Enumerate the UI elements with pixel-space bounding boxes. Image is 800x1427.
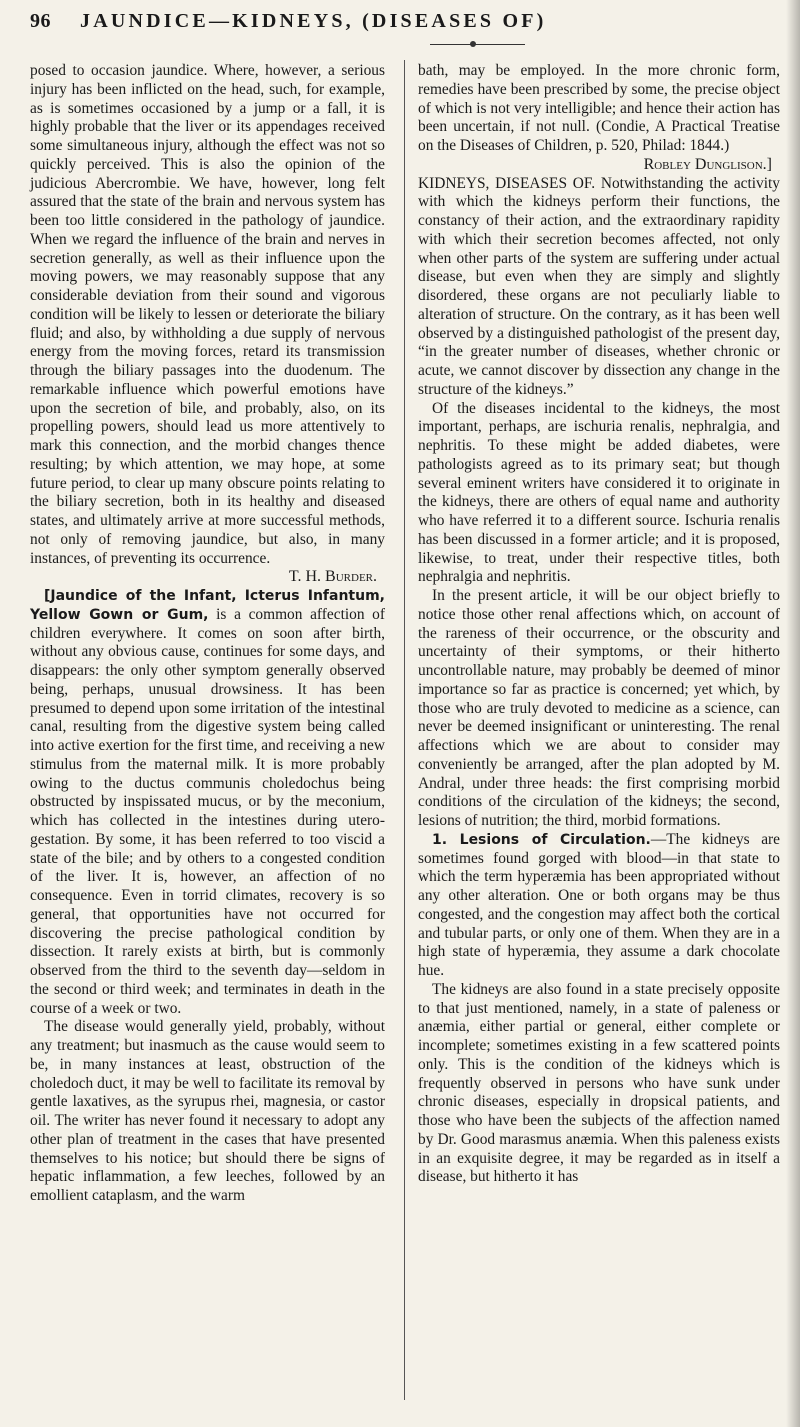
paragraph-text: —The kidneys are sometimes found gorged with blood—in that state to which the term hyperæmia has been appropriated without any other alteration. One or both organs may be thus congested, and the congestion may affect both the cortical and tubular parts, or only one of them. When they are in a high state of hyperæmia, they assume a dark chocolate hue. (418, 830, 780, 979)
running-head: JAUNDICE—KIDNEYS, (DISEASES OF) (80, 10, 547, 32)
section-lead: [Jaundice of the Infant, Icterus Infantum, Yellow Gown or Gum, (30, 588, 385, 623)
paragraph: Of the diseases incidental to the kidneys, the most important, perhaps, are ischuria renalis, nephralgia, and nephritis. To these might be added diabetes, were pathologists agreed as to its primary seat; but though several eminent writers have considered it to originate in the kidneys, there are others of equal name and authority who have referred it to a different source. Ischuria renalis has been discussed in a former article; and it is proposed, likewise, to treat, under their respective titles, both nephralgia and nephritis. (418, 399, 780, 586)
header-rule (430, 44, 525, 45)
paragraph (418, 831, 780, 981)
page-number: 96 (30, 10, 51, 32)
author-signature: T. H. Burder. (288, 568, 377, 586)
page-header (30, 6, 790, 46)
paragraph (30, 587, 385, 1018)
paragraph: The kidneys are also found in a state precisely opposite to that just mentioned, namely, in a state of paleness or anæmia, either partial or general, either complete or incomplete; sometimes existing in a few scattered points only. This is the condition of the kidneys which is frequently observed in persons who have sunk under chronic diseases, especially in dropsical patients, and those who have been the subjects of the affection named by Dr. Good marasmus anæmia. When this paleness exists in an exquisite degree, it may be regarded as in itself a disease, but hitherto it has (418, 980, 780, 1186)
column-divider (404, 60, 405, 1400)
paragraph: posed to occasion jaundice. Where, however, a serious injury has been inflicted on the head, such, for example, as is sometimes occasioned by a jump or a fall, it is highly probable that the liver or its appendages received some simultaneous injury, although the effect was not so quickly perceived. This is also the opinion of the judicious Abercrombie. We have, however, long felt assured that the state of the brain and nervous system has been too little considered in the pathology of jaundice. When we regard the influence of the brain and nerves in secretion generally, as well as their influence upon the moving powers, we may reasonably suppose that any considerable deviation from their sound and vigorous condition will be likely to lessen or deteriorate the biliary fluid; and also, by withholding a due supply of nervous energy from the moving forces, retard its transmission through the biliary passages into the duodenum. The remarkable influence which powerful emotions have upon the secretion of bile, and probably, also, on its propelling powers, should lead us more attentively to mark this connection, and the morbid changes thence resulting; by which attention, we may hope, at some future period, to clear up many obscure points relating to the biliary secretion, both in its healthy and diseased states, and ultimately arrive at more successful methods, not only of removing jaundice, but also, in many instances, of preventing its occurrence. (30, 62, 385, 567)
paragraph: The disease would generally yield, probably, without any treatment; but inasmuch as the cause would seem to be, in many instances at least, obstruction of the choledoch duct, it may be well to facilitate its removal by gentle laxatives, as the syrupus rhei, magnesia, or castor oil. The writer has never found it necessary to adopt any other plan of treatment in the cases that have presented themselves to his notice; but should there be signs of hepatic inflammation, a few leeches, followed by an emollient cataplasm, and the warm (30, 1018, 385, 1204)
paragraph-text: is a common affection of children everywhere. It comes on soon after birth, without any obvious cause, continues for some days, and disappears: the only other symptom generally observed being, perhaps, unusual drowsiness. It has been presumed to depend upon some irritation of the intestinal canal, resulting from the digestive system being called into active exertion for the first time, and receiving a new stimulus from the maternal milk. It is more probably owing to the ductus communis choledochus being obstructed by inspissated mucus, or by the meconium, which has collected in the intestines during utero-gestation. By some, it has been referred to too viscid a state of the bile; and by others to a congested condition of the liver. It is, however, an affection of no consequence. Even in torrid climates, recovery is so general, that opportunities have not occurred for discovering the precise pathological condition by dissection. It rarely exists at birth, but is commonly observed from the third to the seventh day—seldom in the second or third week; and terminates in death in the course of a week or two. (30, 605, 385, 1017)
left-column (30, 62, 385, 1206)
page-edge-shadow (786, 0, 800, 1427)
header-ornament (470, 41, 476, 47)
article-heading: KIDNEYS, DISEASES OF. (418, 174, 596, 192)
paragraph: bath, may be employed. In the more chronic form, remedies have been prescribed by some, the precise object of which is not very intelligible; and hence their action has been uncertain, if not null. (Condie, A Practical Treatise on the Diseases of Children, p. 520, Philad: 1844.) (418, 62, 780, 154)
paragraph: In the present article, it will be our object briefly to notice those other renal affections which, on account of the rareness of their occurrence, or the obscurity and uncertainty of their symptoms, or their hitherto uncontrollable nature, may probably be deemed of minor importance so far as practice is concerned; yet which, by those who are truly devoted to medicine as a science, can never be deemed insignificant or uninteresting. The renal affections which we are about to consider may conveniently be arranged, after the plan adopted by M. Andral, under three heads: the first comprising morbid conditions of the circulation of the kidneys; the second, lesions of nutrition; the third, morbid formations. (418, 587, 780, 829)
right-column (418, 62, 780, 1187)
author-signature: Robley Dunglison.] (643, 155, 772, 173)
article-entry (418, 175, 780, 400)
paragraph-text: Notwithstanding the activity with which the kidneys perform their functions, the constancy of their action, and the extraordinary rapidity with which their secretion becomes affected, not only when other parts of the system are suffering under actual disease, but even when they are simply and slightly disordered, these organs are not peculiarly liable to alteration of structure. On the contrary, as it has been well observed by a distinguished pathologist of the present day, “in the greater number of diseases, whether chronic or acute, we cannot discover by dissection any change in the structure of the kidneys.” (418, 174, 781, 398)
section-lead: 1. Lesions of Circulation. (432, 831, 651, 848)
